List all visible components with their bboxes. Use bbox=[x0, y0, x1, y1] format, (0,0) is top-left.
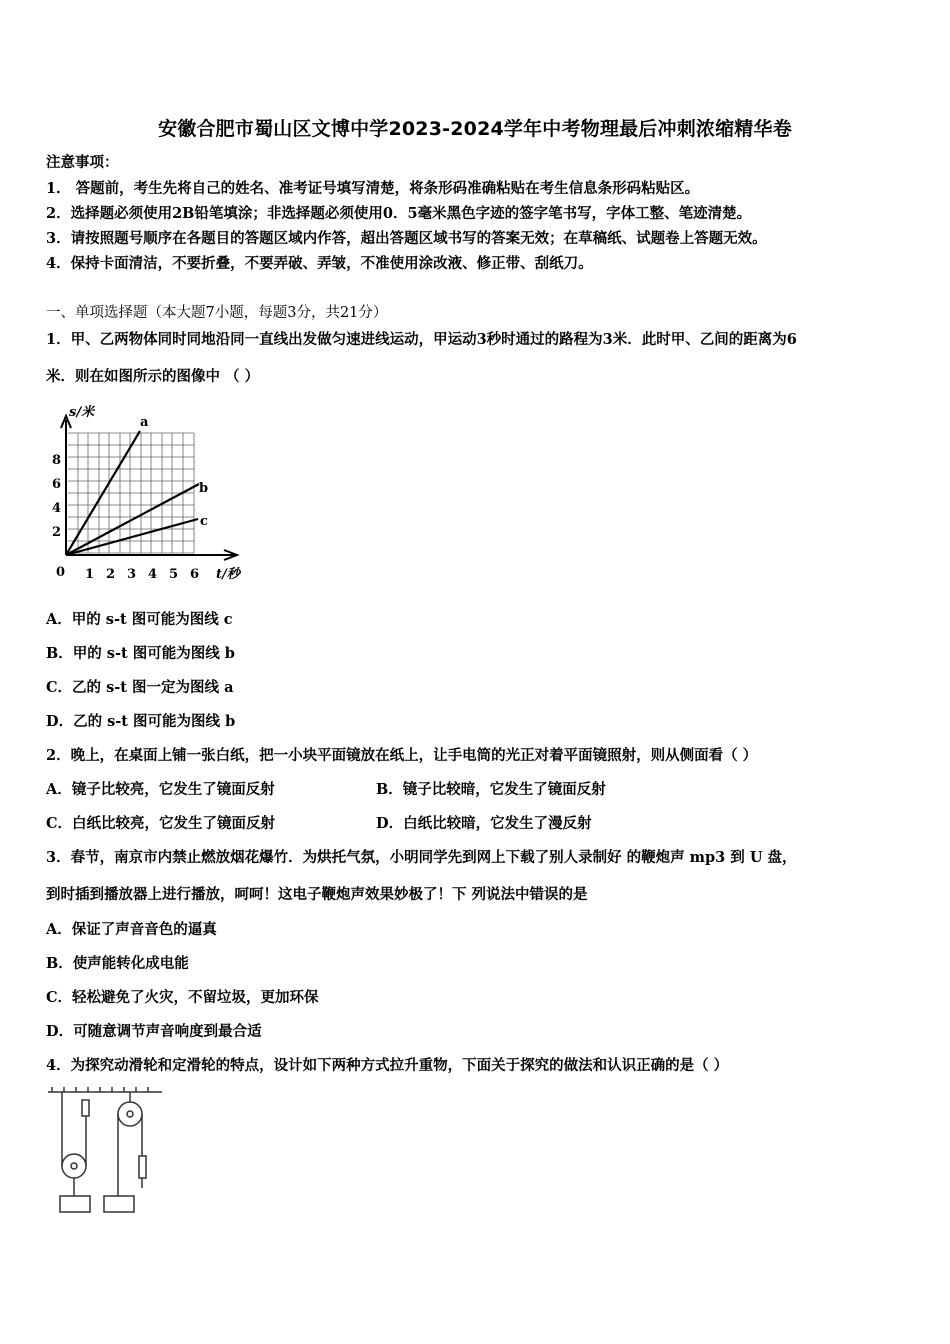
notice-item: 1． 答题前，考生先将自己的姓名、准考证号填写清楚，将条形码准确粘贴在考生信息条形码粘贴区。 bbox=[46, 180, 700, 197]
graph-line-c bbox=[66, 519, 198, 555]
notice-heading: 注意事项： bbox=[46, 154, 119, 171]
graph-grid bbox=[68, 433, 194, 553]
fixed-pulley bbox=[118, 1102, 142, 1126]
y-tick-label: 4 bbox=[52, 501, 62, 516]
spring-scale-2 bbox=[139, 1156, 146, 1178]
origin-label: 0 bbox=[56, 565, 66, 580]
section-heading: 一、单项选择题（本大题7小题，每题3分，共21分） bbox=[46, 305, 388, 321]
question-3-line2: 到时插到播放器上进行播放，呵呵！这电子鞭炮声效果妙极了！下 列说法中错误的是 bbox=[46, 886, 588, 903]
notice-item: 2．选择题必须使用2B铅笔填涂；非选择题必须使用0．5毫米黑色字迹的签字笔书写，字体工整、笔迹清楚。 bbox=[46, 205, 752, 222]
movable-pulley bbox=[62, 1154, 86, 1178]
question-2-stem: 2．晚上，在桌面上铺一张白纸，把一小块平面镜放在纸上，让手电筒的光正对着平面镜照射，则从侧面看（ ） bbox=[46, 747, 758, 764]
x-axis-label: t/秒 bbox=[216, 567, 240, 582]
q1-option-c: C．乙的 s-t 图一定为图线 a bbox=[46, 679, 234, 696]
question-4-stem: 4．为探究动滑轮和定滑轮的特点，设计如下两种方式拉升重物，下面关于探究的做法和认识正确的是（ ） bbox=[46, 1057, 729, 1074]
y-tick-label: 6 bbox=[52, 477, 62, 492]
q1-option-d: D．乙的 s-t 图可能为图线 b bbox=[46, 713, 236, 730]
pulley-diagram bbox=[44, 1086, 174, 1216]
x-tick-label: 5 bbox=[169, 567, 179, 582]
notice-item: 4．保持卡面清洁，不要折叠，不要弄破、弄皱，不准使用涂改液、修正带、刮纸刀。 bbox=[46, 255, 593, 272]
y-tick-label: 8 bbox=[52, 453, 62, 468]
spring-scale-1 bbox=[82, 1100, 89, 1116]
question-3-line1: 3．春节，南京市内禁止燃放烟花爆竹．为烘托气氛，小明同学先到网上下载了别人录制好 的鞭炮声 mp3 到 U 盘， bbox=[46, 849, 797, 866]
question-1-line1: 1．甲、乙两物体同时同地沿同一直线出发做匀速进线运动，甲运动3秒时通过的路程为3米．此时甲、乙间的距离为6 bbox=[46, 331, 797, 348]
q3-option-b: B．使声能转化成电能 bbox=[46, 955, 189, 972]
x-tick-label: 4 bbox=[148, 567, 158, 582]
page-title: 安徽合肥市蜀山区文博中学2023-2024学年中考物理最后冲刺浓缩精华卷 bbox=[158, 118, 792, 140]
q2-option-b: B．镜子比较暗，它发生了镜面反射 bbox=[376, 781, 606, 798]
x-tick-label: 3 bbox=[127, 567, 137, 582]
q1-option-b: B．甲的 s-t 图可能为图线 b bbox=[46, 645, 235, 662]
x-tick-label: 6 bbox=[190, 567, 200, 582]
q2-option-c: C．白纸比较亮，它发生了镜面反射 bbox=[46, 815, 276, 832]
q3-option-c: C．轻松避免了火灾，不留垃圾，更加环保 bbox=[46, 989, 319, 1006]
q1-option-a: A．甲的 s-t 图可能为图线 c bbox=[46, 611, 233, 628]
q2-option-d: D．白纸比较暗，它发生了漫反射 bbox=[376, 815, 592, 832]
y-axis-label: s/米 bbox=[69, 405, 95, 420]
weight-2 bbox=[104, 1196, 134, 1212]
question-1-line2: 米．则在如图所示的图像中 （ ） bbox=[46, 368, 260, 385]
notice-item: 3．请按照题号顺序在各题目的答题区域内作答，超出答题区域书写的答案无效；在草稿纸、试题卷上答题无效。 bbox=[46, 230, 767, 247]
y-tick-label: 2 bbox=[52, 525, 62, 540]
line-label-c: c bbox=[200, 514, 208, 529]
q3-option-d: D．可随意调节声音响度到最合适 bbox=[46, 1023, 262, 1040]
line-label-b: b bbox=[199, 481, 209, 496]
weight-1 bbox=[60, 1196, 90, 1212]
q2-option-a: A．镜子比较亮，它发生了镜面反射 bbox=[46, 781, 275, 798]
q3-option-a: A．保证了声音音色的逼真 bbox=[46, 921, 217, 938]
x-tick-label: 1 bbox=[85, 567, 95, 582]
line-label-a: a bbox=[140, 415, 149, 430]
st-graph bbox=[44, 398, 274, 588]
x-tick-label: 2 bbox=[106, 567, 116, 582]
